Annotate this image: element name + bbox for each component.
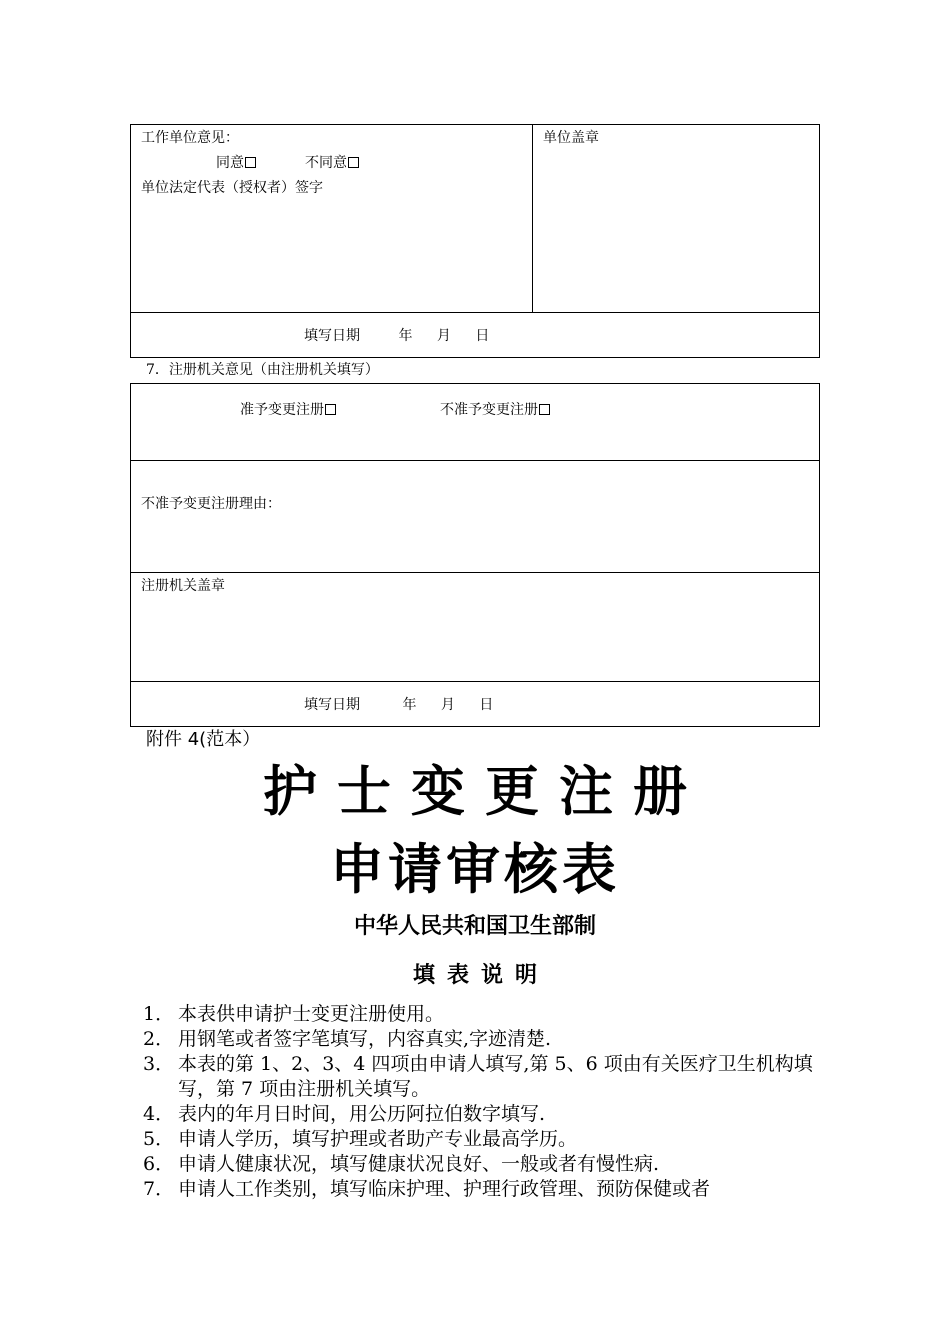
item-text: 本表的第 1、2、3、4 四项由申请人填写,第 5、6 项由有关医疗卫生机构填写，第 7 项由注册机关填写。 [178,1053,813,1100]
attachment-label: 附件 4(范本） [146,729,261,750]
reject-option[interactable] [440,402,550,418]
work-unit-opinion-label: 工作单位意见： [141,130,239,146]
reject-reason-label: 不准予变更注册理由： [141,496,281,512]
table-divider [130,572,820,573]
item-number: 6． [143,1153,175,1175]
table-divider [130,681,820,682]
item-number: 1． [143,1003,175,1025]
agree-option[interactable] [216,155,256,171]
list-item [143,1027,823,1052]
day-label: 日 [479,697,494,713]
reject-label: 不准予变更注册 [440,402,538,418]
item-number: 3． [143,1053,175,1075]
list-item [143,1102,823,1127]
approve-checkbox[interactable] [325,404,336,415]
reject-checkbox[interactable] [539,404,550,415]
registry-date-row [304,697,493,713]
list-item [143,1127,823,1152]
list-item [143,1152,823,1177]
approve-option[interactable] [240,402,336,418]
item-text: 本表供申请护士变更注册使用。 [178,1003,445,1025]
signature-label: 单位法定代表（授权者）签字 [141,180,323,196]
instructions-list [143,1002,823,1202]
month-label: 月 [436,328,451,344]
list-item [143,1052,823,1102]
item-number: 7． [143,1178,175,1200]
list-item [143,1002,823,1027]
item-number: 4． [143,1103,175,1125]
item-text: 申请人工作类别，填写临床护理、护理行政管理、预防保健或者 [178,1178,711,1200]
date-label: 填写日期 [304,328,360,344]
registry-seal-label: 注册机关盖章 [141,578,225,594]
disagree-option[interactable] [305,155,359,171]
list-item [143,1177,823,1202]
work-unit-date-row [304,328,489,344]
item-number: 2． [143,1028,175,1050]
disagree-label: 不同意 [305,155,347,171]
day-label: 日 [475,328,490,344]
date-label: 填写日期 [304,697,360,713]
month-label: 月 [440,697,455,713]
registry-section-heading: 7．注册机关意见（由注册机关填写） [146,362,379,378]
agree-checkbox[interactable] [245,157,256,168]
agree-label: 同意 [216,155,244,171]
document-title-line2: 申请审核表 [330,838,620,901]
table-divider [130,460,820,461]
table-divider [130,312,820,313]
instructions-heading: 填表说明 [412,963,549,988]
issuer-label: 中华人民共和国卫生部制 [353,914,596,939]
item-text: 表内的年月日时间，用公历阿拉伯数字填写. [178,1103,546,1125]
year-label: 年 [402,697,417,713]
table-divider [532,124,533,313]
item-number: 5． [143,1128,175,1150]
item-text: 用钢笔或者签字笔填写，内容真实,字迹清楚. [178,1028,552,1050]
approve-label: 准予变更注册 [240,402,324,418]
unit-seal-label: 单位盖章 [543,130,599,146]
item-text: 申请人健康状况，填写健康状况良好、一般或者有慢性病. [178,1153,660,1175]
disagree-checkbox[interactable] [348,157,359,168]
year-label: 年 [398,328,413,344]
registry-opinion-table [130,383,820,727]
document-title-line1: 护士变更注册 [263,760,707,823]
item-text: 申请人学历，填写护理或者助产专业最高学历。 [178,1128,578,1150]
